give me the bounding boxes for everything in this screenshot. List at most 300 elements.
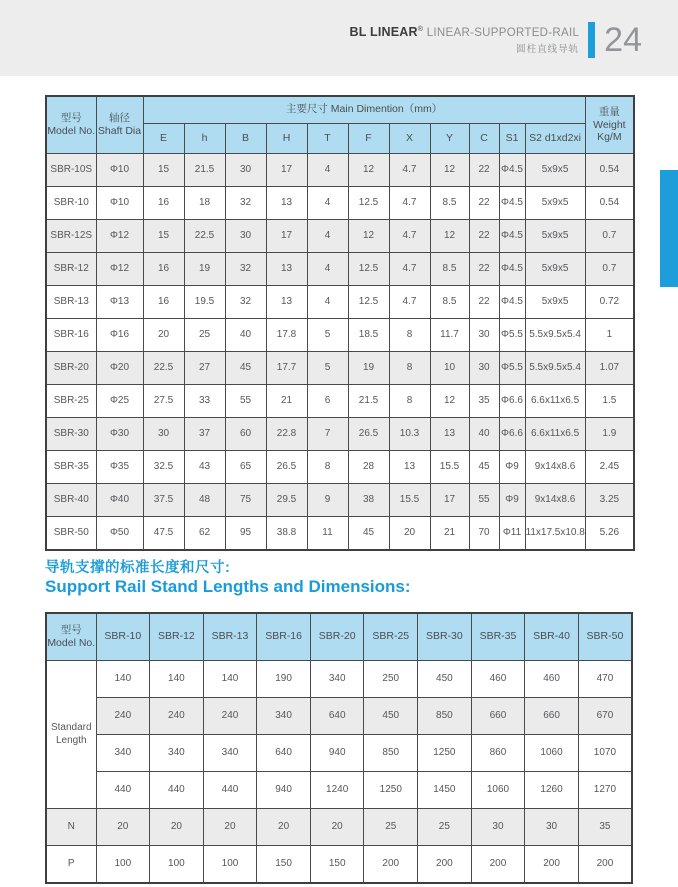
value-cell: 1070 <box>578 735 632 772</box>
value-cell: 200 <box>418 846 472 884</box>
value-cell: 20 <box>150 809 204 846</box>
value-cell: 47.5 <box>143 517 184 551</box>
value-cell: 940 <box>257 772 311 809</box>
col-header-sbr10: SBR-10 <box>96 613 150 661</box>
value-cell: 55 <box>469 484 499 517</box>
value-cell: 40 <box>225 319 266 352</box>
value-cell: 12 <box>430 154 469 187</box>
value-cell: 38.8 <box>266 517 307 551</box>
value-cell: 5.5x9.5x5.4 <box>525 319 585 352</box>
value-cell: 1.5 <box>585 385 634 418</box>
model-cell: SBR-16 <box>46 319 96 352</box>
value-cell: 440 <box>203 772 257 809</box>
value-cell: 1250 <box>418 735 472 772</box>
col-header-weight-cn: 重量 <box>598 106 620 119</box>
value-cell: 70 <box>469 517 499 551</box>
value-cell: 43 <box>184 451 225 484</box>
value-cell: 15.5 <box>389 484 430 517</box>
value-cell: Φ50 <box>96 517 143 551</box>
value-cell: 9x14x8.6 <box>525 484 585 517</box>
value-cell: 19.5 <box>184 286 225 319</box>
table-row <box>46 418 634 451</box>
model-cell: SBR-25 <box>46 385 96 418</box>
value-cell: Φ20 <box>96 352 143 385</box>
value-cell: 25 <box>364 809 418 846</box>
value-cell: 4.7 <box>389 286 430 319</box>
value-cell: 340 <box>150 735 204 772</box>
row-label-cell: N <box>46 809 96 846</box>
value-cell: 11 <box>307 517 348 551</box>
value-cell: 27 <box>184 352 225 385</box>
value-cell: 440 <box>96 772 150 809</box>
value-cell: Φ9 <box>499 484 525 517</box>
value-cell: 8.5 <box>430 187 469 220</box>
value-cell: 22.5 <box>184 220 225 253</box>
value-cell: 440 <box>150 772 204 809</box>
value-cell: 4 <box>307 253 348 286</box>
col-header-S2: S2 d1xd2xi <box>525 124 585 154</box>
col-header-sbr30: SBR-30 <box>418 613 472 661</box>
value-cell: 26.5 <box>266 451 307 484</box>
value-cell: 0.54 <box>585 187 634 220</box>
series-title-cn: 圆柱直线导轨 <box>516 44 580 55</box>
value-cell: 35 <box>469 385 499 418</box>
value-cell: 340 <box>203 735 257 772</box>
row-label-cell: Standard Length <box>46 661 96 809</box>
table-row <box>46 154 634 187</box>
value-cell: 32.5 <box>143 451 184 484</box>
value-cell: 860 <box>471 735 525 772</box>
col-header-sbr13: SBR-13 <box>203 613 257 661</box>
value-cell: 40 <box>469 418 499 451</box>
value-cell: 340 <box>310 661 364 698</box>
value-cell: 5x9x5 <box>525 286 585 319</box>
value-cell: 4 <box>307 220 348 253</box>
value-cell: 240 <box>203 698 257 735</box>
rail-stand-lengths-table <box>45 612 633 884</box>
value-cell: 30 <box>525 809 579 846</box>
value-cell: Φ16 <box>96 319 143 352</box>
value-cell: Φ4.5 <box>499 187 525 220</box>
section-heading-en: Support Rail Stand Lengths and Dimensions: <box>45 577 411 596</box>
value-cell: 20 <box>203 809 257 846</box>
model-cell: SBR-10S <box>46 154 96 187</box>
value-cell: 21 <box>430 517 469 551</box>
value-cell: 6 <box>307 385 348 418</box>
value-cell: 150 <box>310 846 364 884</box>
value-cell: Φ5.5 <box>499 352 525 385</box>
value-cell: 140 <box>96 661 150 698</box>
value-cell: 22 <box>469 187 499 220</box>
main-dimensions-table <box>45 95 635 551</box>
value-cell: 32 <box>225 187 266 220</box>
value-cell: 6.6x11x6.5 <box>525 385 585 418</box>
section-heading <box>45 560 633 597</box>
accent-bar <box>588 22 595 58</box>
model-cell: SBR-12S <box>46 220 96 253</box>
table-row <box>46 735 632 772</box>
value-cell: 12.5 <box>348 187 389 220</box>
value-cell: 670 <box>578 698 632 735</box>
col-header-T: T <box>307 124 348 154</box>
value-cell: 21.5 <box>184 154 225 187</box>
table-row <box>46 385 634 418</box>
model-cell: SBR-12 <box>46 253 96 286</box>
value-cell: 26.5 <box>348 418 389 451</box>
value-cell: 1.9 <box>585 418 634 451</box>
table-row <box>46 517 634 551</box>
value-cell: Φ9 <box>499 451 525 484</box>
value-cell: 30 <box>469 352 499 385</box>
col-header-h: h <box>184 124 225 154</box>
col-header-H: H <box>266 124 307 154</box>
value-cell: 75 <box>225 484 266 517</box>
value-cell: 12.5 <box>348 286 389 319</box>
value-cell: Φ4.5 <box>499 253 525 286</box>
value-cell: 940 <box>310 735 364 772</box>
value-cell: 190 <box>257 661 311 698</box>
value-cell: 7 <box>307 418 348 451</box>
value-cell: 850 <box>418 698 472 735</box>
row-label-cell: P <box>46 846 96 884</box>
value-cell: 55 <box>225 385 266 418</box>
model-cell: SBR-40 <box>46 484 96 517</box>
value-cell: Φ10 <box>96 154 143 187</box>
value-cell: 3.25 <box>585 484 634 517</box>
value-cell: 200 <box>471 846 525 884</box>
value-cell: 95 <box>225 517 266 551</box>
value-cell: 8 <box>389 385 430 418</box>
value-cell: 15 <box>143 154 184 187</box>
value-cell: 11x17.5x10.8 <box>525 517 585 551</box>
value-cell: 19 <box>348 352 389 385</box>
value-cell: 1260 <box>525 772 579 809</box>
value-cell: 140 <box>150 661 204 698</box>
value-cell: 11.7 <box>430 319 469 352</box>
col-header-C: C <box>469 124 499 154</box>
col-header-sbr50: SBR-50 <box>578 613 632 661</box>
table-row <box>46 286 634 319</box>
brand-text <box>350 25 580 55</box>
table-row <box>46 253 634 286</box>
value-cell: 100 <box>150 846 204 884</box>
value-cell: 20 <box>96 809 150 846</box>
value-cell: 0.54 <box>585 154 634 187</box>
col-header-sbr35: SBR-35 <box>471 613 525 661</box>
value-cell: 850 <box>364 735 418 772</box>
value-cell: 460 <box>525 661 579 698</box>
value-cell: 30 <box>225 220 266 253</box>
value-cell: 4 <box>307 154 348 187</box>
value-cell: 38 <box>348 484 389 517</box>
value-cell: 660 <box>525 698 579 735</box>
value-cell: 4.7 <box>389 220 430 253</box>
value-cell: 100 <box>203 846 257 884</box>
value-cell: 22.5 <box>143 352 184 385</box>
value-cell: 4.7 <box>389 154 430 187</box>
value-cell: 12 <box>348 220 389 253</box>
value-cell: 8.5 <box>430 253 469 286</box>
value-cell: 32 <box>225 286 266 319</box>
value-cell: 9 <box>307 484 348 517</box>
value-cell: 5 <box>307 319 348 352</box>
value-cell: 22 <box>469 154 499 187</box>
value-cell: 8 <box>307 451 348 484</box>
col-header-model-cn: 型号 <box>60 112 82 125</box>
value-cell: 1270 <box>578 772 632 809</box>
value-cell: 450 <box>364 698 418 735</box>
value-cell: 8.5 <box>430 286 469 319</box>
value-cell: 240 <box>96 698 150 735</box>
value-cell: 19 <box>184 253 225 286</box>
value-cell: 17 <box>266 220 307 253</box>
value-cell: 150 <box>257 846 311 884</box>
value-cell: 1060 <box>525 735 579 772</box>
value-cell: 200 <box>525 846 579 884</box>
value-cell: 200 <box>578 846 632 884</box>
value-cell: 16 <box>143 253 184 286</box>
value-cell: 240 <box>150 698 204 735</box>
model-cell: SBR-20 <box>46 352 96 385</box>
table-row <box>46 352 634 385</box>
value-cell: 5 <box>307 352 348 385</box>
table-row <box>46 451 634 484</box>
col-header-weight <box>585 96 634 154</box>
value-cell: Φ40 <box>96 484 143 517</box>
value-cell: 5.5x9.5x5.4 <box>525 352 585 385</box>
value-cell: 140 <box>203 661 257 698</box>
col-header-B: B <box>225 124 266 154</box>
value-cell: 13 <box>389 451 430 484</box>
model-cell: SBR-35 <box>46 451 96 484</box>
value-cell: 1 <box>585 319 634 352</box>
value-cell: Φ13 <box>96 286 143 319</box>
value-cell: 15.5 <box>430 451 469 484</box>
table-row <box>46 187 634 220</box>
value-cell: Φ4.5 <box>499 154 525 187</box>
value-cell: 340 <box>96 735 150 772</box>
value-cell: 6.6x11x6.5 <box>525 418 585 451</box>
value-cell: 45 <box>225 352 266 385</box>
col-header-S1: S1 <box>499 124 525 154</box>
value-cell: 5.26 <box>585 517 634 551</box>
value-cell: 5x9x5 <box>525 154 585 187</box>
value-cell: 37 <box>184 418 225 451</box>
value-cell: 1250 <box>364 772 418 809</box>
col-header-model2-en: Model No. <box>47 637 96 649</box>
value-cell: 9x14x8.6 <box>525 451 585 484</box>
value-cell: 100 <box>96 846 150 884</box>
value-cell: Φ6.6 <box>499 418 525 451</box>
col-header-model-en: Model No. <box>47 125 96 137</box>
value-cell: 48 <box>184 484 225 517</box>
table-row <box>46 661 632 698</box>
side-tab <box>660 170 678 287</box>
value-cell: 16 <box>143 187 184 220</box>
value-cell: 10.3 <box>389 418 430 451</box>
value-cell: 22 <box>469 253 499 286</box>
col-header-model2 <box>46 613 96 661</box>
col-header-sbr12: SBR-12 <box>150 613 204 661</box>
value-cell: 27.5 <box>143 385 184 418</box>
value-cell: 8 <box>389 352 430 385</box>
value-cell: 0.72 <box>585 286 634 319</box>
value-cell: Φ12 <box>96 253 143 286</box>
value-cell: 5x9x5 <box>525 220 585 253</box>
value-cell: 640 <box>310 698 364 735</box>
col-header-F: F <box>348 124 389 154</box>
table-row <box>46 220 634 253</box>
value-cell: 35 <box>578 809 632 846</box>
value-cell: 5x9x5 <box>525 187 585 220</box>
value-cell: 200 <box>364 846 418 884</box>
value-cell: 22.8 <box>266 418 307 451</box>
value-cell: 13 <box>266 253 307 286</box>
table-row <box>46 809 632 846</box>
value-cell: 4 <box>307 187 348 220</box>
value-cell: Φ4.5 <box>499 286 525 319</box>
value-cell: 65 <box>225 451 266 484</box>
col-header-model2-cn: 型号 <box>60 624 82 637</box>
value-cell: 660 <box>471 698 525 735</box>
value-cell: 30 <box>143 418 184 451</box>
value-cell: 45 <box>469 451 499 484</box>
value-cell: Φ30 <box>96 418 143 451</box>
value-cell: 20 <box>310 809 364 846</box>
value-cell: 250 <box>364 661 418 698</box>
col-header-model <box>46 96 96 154</box>
value-cell: 640 <box>257 735 311 772</box>
value-cell: 18 <box>184 187 225 220</box>
page-number: 24 <box>604 21 642 59</box>
col-header-shaft-dia <box>96 96 143 154</box>
value-cell: Φ5.5 <box>499 319 525 352</box>
value-cell: 5x9x5 <box>525 253 585 286</box>
value-cell: 17.8 <box>266 319 307 352</box>
value-cell: 22 <box>469 220 499 253</box>
value-cell: 450 <box>418 661 472 698</box>
value-cell: 4.7 <box>389 253 430 286</box>
value-cell: 470 <box>578 661 632 698</box>
brand-logo: BL LINEAR <box>349 25 418 39</box>
value-cell: 10 <box>430 352 469 385</box>
value-cell: Φ4.5 <box>499 220 525 253</box>
value-cell: 62 <box>184 517 225 551</box>
value-cell: 30 <box>471 809 525 846</box>
page-content <box>45 95 633 884</box>
table-row <box>46 484 634 517</box>
table-row <box>46 846 632 884</box>
main-dimensions-table-body <box>46 154 634 551</box>
page-header-band <box>0 0 678 76</box>
value-cell: Φ35 <box>96 451 143 484</box>
col-header-sbr40: SBR-40 <box>525 613 579 661</box>
value-cell: Φ6.6 <box>499 385 525 418</box>
value-cell: Φ11 <box>499 517 525 551</box>
registered-mark: ® <box>417 26 424 34</box>
value-cell: 30 <box>225 154 266 187</box>
model-cell: SBR-30 <box>46 418 96 451</box>
value-cell: 12 <box>430 220 469 253</box>
value-cell: 20 <box>257 809 311 846</box>
col-header-E: E <box>143 124 184 154</box>
value-cell: 29.5 <box>266 484 307 517</box>
value-cell: 13 <box>430 418 469 451</box>
value-cell: 17 <box>430 484 469 517</box>
value-cell: 60 <box>225 418 266 451</box>
value-cell: 2.45 <box>585 451 634 484</box>
table-row <box>46 772 632 809</box>
value-cell: 32 <box>225 253 266 286</box>
value-cell: 45 <box>348 517 389 551</box>
table-row <box>46 319 634 352</box>
brand-area <box>350 22 642 58</box>
value-cell: 12.5 <box>348 253 389 286</box>
value-cell: 1450 <box>418 772 472 809</box>
value-cell: 15 <box>143 220 184 253</box>
value-cell: 21 <box>266 385 307 418</box>
value-cell: 20 <box>389 517 430 551</box>
value-cell: 33 <box>184 385 225 418</box>
value-cell: 1060 <box>471 772 525 809</box>
model-cell: SBR-13 <box>46 286 96 319</box>
value-cell: 4 <box>307 286 348 319</box>
value-cell: 13 <box>266 286 307 319</box>
value-cell: 460 <box>471 661 525 698</box>
value-cell: 0.7 <box>585 253 634 286</box>
table-row <box>46 698 632 735</box>
col-header-Y: Y <box>430 124 469 154</box>
value-cell: Φ10 <box>96 187 143 220</box>
value-cell: 13 <box>266 187 307 220</box>
col-header-shaft-cn: 轴径 <box>109 112 130 125</box>
value-cell: 1240 <box>310 772 364 809</box>
brand-line <box>350 25 580 39</box>
col-header-shaft-en: Shaft Dia <box>97 125 142 137</box>
col-header-main-dimensions: 主要尺寸 Main Dimention（mm） <box>143 96 585 124</box>
value-cell: 30 <box>469 319 499 352</box>
value-cell: 8 <box>389 319 430 352</box>
col-header-sbr25: SBR-25 <box>364 613 418 661</box>
col-header-X: X <box>389 124 430 154</box>
value-cell: 4.7 <box>389 187 430 220</box>
model-cell: SBR-10 <box>46 187 96 220</box>
value-cell: 17.7 <box>266 352 307 385</box>
value-cell: 25 <box>418 809 472 846</box>
col-header-weight-en: Weight <box>593 118 626 131</box>
section-heading-cn: 导轨支撑的标准长度和尺寸: <box>45 560 231 576</box>
value-cell: 21.5 <box>348 385 389 418</box>
value-cell: 20 <box>143 319 184 352</box>
value-cell: 25 <box>184 319 225 352</box>
rail-stand-lengths-table-body <box>46 661 632 884</box>
value-cell: 22 <box>469 286 499 319</box>
model-cell: SBR-50 <box>46 517 96 551</box>
value-cell: 1.07 <box>585 352 634 385</box>
value-cell: 18.5 <box>348 319 389 352</box>
value-cell: 37.5 <box>143 484 184 517</box>
value-cell: 16 <box>143 286 184 319</box>
col-header-sbr20: SBR-20 <box>310 613 364 661</box>
value-cell: Φ12 <box>96 220 143 253</box>
value-cell: 12 <box>348 154 389 187</box>
col-header-sbr16: SBR-16 <box>257 613 311 661</box>
value-cell: 28 <box>348 451 389 484</box>
series-title: LINEAR-SUPPORTED-RAIL <box>426 27 580 39</box>
value-cell: Φ25 <box>96 385 143 418</box>
value-cell: 17 <box>266 154 307 187</box>
col-header-weight-unit: Kg/M <box>597 131 622 144</box>
